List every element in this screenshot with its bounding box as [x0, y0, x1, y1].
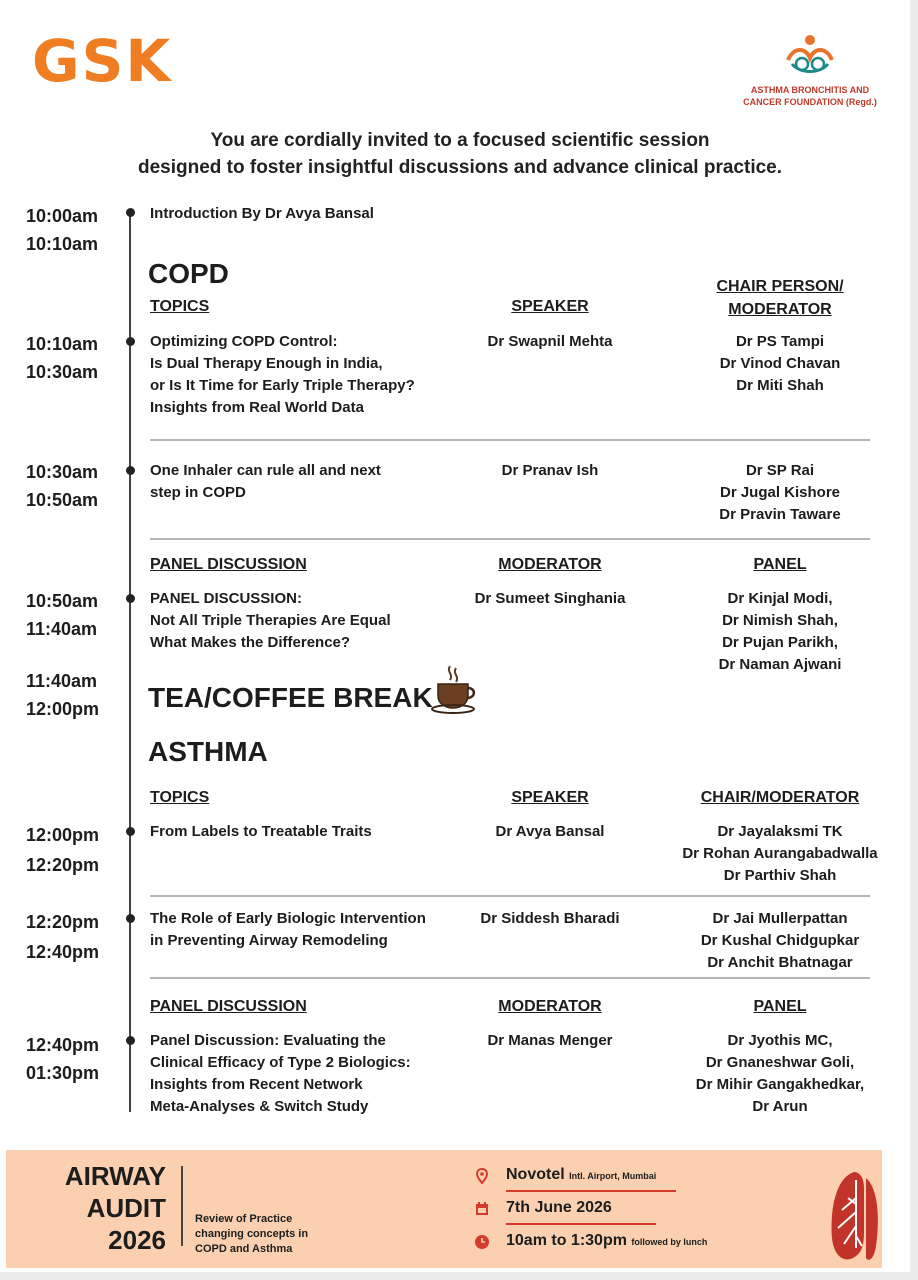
timeline-dot: [126, 208, 135, 217]
event-venue: Novotel Intl. Airport, Mumbai: [506, 1166, 657, 1183]
time-range: 10:00am 10:10am: [26, 206, 99, 254]
header-topics: TOPICS: [150, 298, 210, 315]
divider: [150, 439, 870, 441]
divider: [150, 977, 870, 979]
panel-topic: PANEL DISCUSSION: Not All Triple Therapies Are Equal What Makes the Difference?: [150, 590, 391, 651]
time-range: 12:40pm 01:30pm: [26, 1035, 100, 1083]
timeline-dot: [126, 827, 135, 836]
footer-underline: [506, 1223, 656, 1225]
session-topic: Optimizing COPD Control: Is Dual Therapy Enough in India, or Is It Time for Early Triple Therapy? Insights from Real World Data: [150, 333, 415, 416]
event-time: 10am to 1:30pm followed by lunch: [506, 1232, 708, 1249]
session-chairs: Dr Jayalaksmi TK Dr Rohan Aurangabadwalla Dr Parthiv Shah: [682, 823, 878, 884]
panel-members: Dr Jyothis MC, Dr Gnaneshwar Goli, Dr Mihir Gangakhedkar, Dr Arun: [695, 1032, 865, 1115]
divider: [150, 538, 870, 540]
event-title: AIRWAY AUDIT 2026: [64, 1161, 166, 1255]
timeline-line: [129, 212, 131, 1112]
panel-moderator: Dr Sumeet Singhania: [474, 590, 626, 607]
divider: [150, 895, 870, 897]
timeline-dot: [126, 466, 135, 475]
timeline-dot: [126, 1036, 135, 1045]
session-topic: The Role of Early Biologic Intervention in Preventing Airway Remodeling: [150, 910, 426, 949]
calendar-icon: [474, 1201, 490, 1217]
invite-line-2: designed to foster insightful discussions and advance clinical practice.: [137, 157, 783, 178]
timeline-dot: [126, 337, 135, 346]
intro-text: Introduction By Dr Avya Bansal: [150, 205, 374, 222]
session-chairs: Dr SP Rai Dr Jugal Kishore Dr Pravin Taware: [719, 462, 841, 523]
header-panel-discussion: PANEL DISCUSSION: [150, 556, 307, 573]
event-date: 7th June 2026: [506, 1199, 612, 1216]
session-speaker: Dr Pranav Ish: [501, 462, 599, 479]
event-subtitle: Review of Practice changing concepts in COPD and Asthma: [195, 1213, 309, 1255]
header-panel-discussion: PANEL DISCUSSION: [150, 998, 307, 1015]
foundation-name: ASTHMA BRONCHITIS AND CANCER FOUNDATION (Regd.): [743, 85, 877, 107]
session-speaker: Dr Swapnil Mehta: [487, 333, 613, 350]
location-pin-icon: [474, 1168, 490, 1184]
session-chairs: Dr Jai Mullerpattan Dr Kushal Chidgupkar Dr Anchit Bhatnagar: [700, 910, 860, 971]
session-speaker: Dr Siddesh Bharadi: [480, 910, 620, 927]
foundation-logo-icon: [780, 34, 840, 80]
header-moderator: MODERATOR: [498, 556, 602, 573]
panel-moderator: Dr Manas Menger: [487, 1032, 613, 1049]
session-topic: One Inhaler can rule all and next step in COPD: [150, 462, 381, 501]
time-range: 10:10am 10:30am: [26, 334, 99, 382]
header-speaker: SPEAKER: [511, 298, 589, 315]
session-speaker: Dr Avya Bansal: [495, 823, 605, 840]
timeline-dot: [126, 594, 135, 603]
timeline-dot: [126, 914, 135, 923]
header-chair: CHAIR/MODERATOR: [700, 789, 860, 806]
invite-line-1: You are cordially invited to a focused scientific session: [210, 130, 710, 151]
footer-divider: [181, 1166, 183, 1246]
time-range: 12:00pm 12:20pm: [26, 825, 100, 875]
session-chairs: Dr PS Tampi Dr Vinod Chavan Dr Miti Shah: [719, 333, 841, 394]
time-range: 10:50am 11:40am: [26, 591, 99, 639]
session-topic: From Labels to Treatable Traits: [150, 823, 372, 840]
time-range: 12:20pm 12:40pm: [26, 912, 100, 962]
panel-members: Dr Kinjal Modi, Dr Nimish Shah, Dr Pujan Parikh, Dr Naman Ajwani: [718, 590, 842, 673]
time-range: 11:40am 12:00pm: [26, 671, 100, 719]
header-panel: PANEL: [753, 556, 807, 573]
header-speaker: SPEAKER: [511, 789, 589, 806]
clock-icon: [474, 1234, 490, 1250]
panel-topic: Panel Discussion: Evaluating the Clinical Efficacy of Type 2 Biologics: Insights from Recent Network Meta-Analyses & Switch Study: [150, 1032, 411, 1115]
header-topics: TOPICS: [150, 789, 210, 806]
lungs-icon: [826, 1168, 882, 1266]
section-title-asthma: ASTHMA: [148, 736, 268, 767]
break-title: TEA/COFFEE BREAK: [148, 682, 433, 713]
header-panel: PANEL: [753, 998, 807, 1015]
header-chair: CHAIR PERSON/ MODERATOR: [716, 278, 844, 318]
footer-underline: [506, 1190, 676, 1192]
coffee-cup-icon: [430, 664, 476, 714]
section-title-copd: COPD: [148, 258, 229, 289]
time-range: 10:30am 10:50am: [26, 462, 99, 510]
header-moderator: MODERATOR: [498, 998, 602, 1015]
gsk-logo: GSK: [32, 27, 173, 95]
